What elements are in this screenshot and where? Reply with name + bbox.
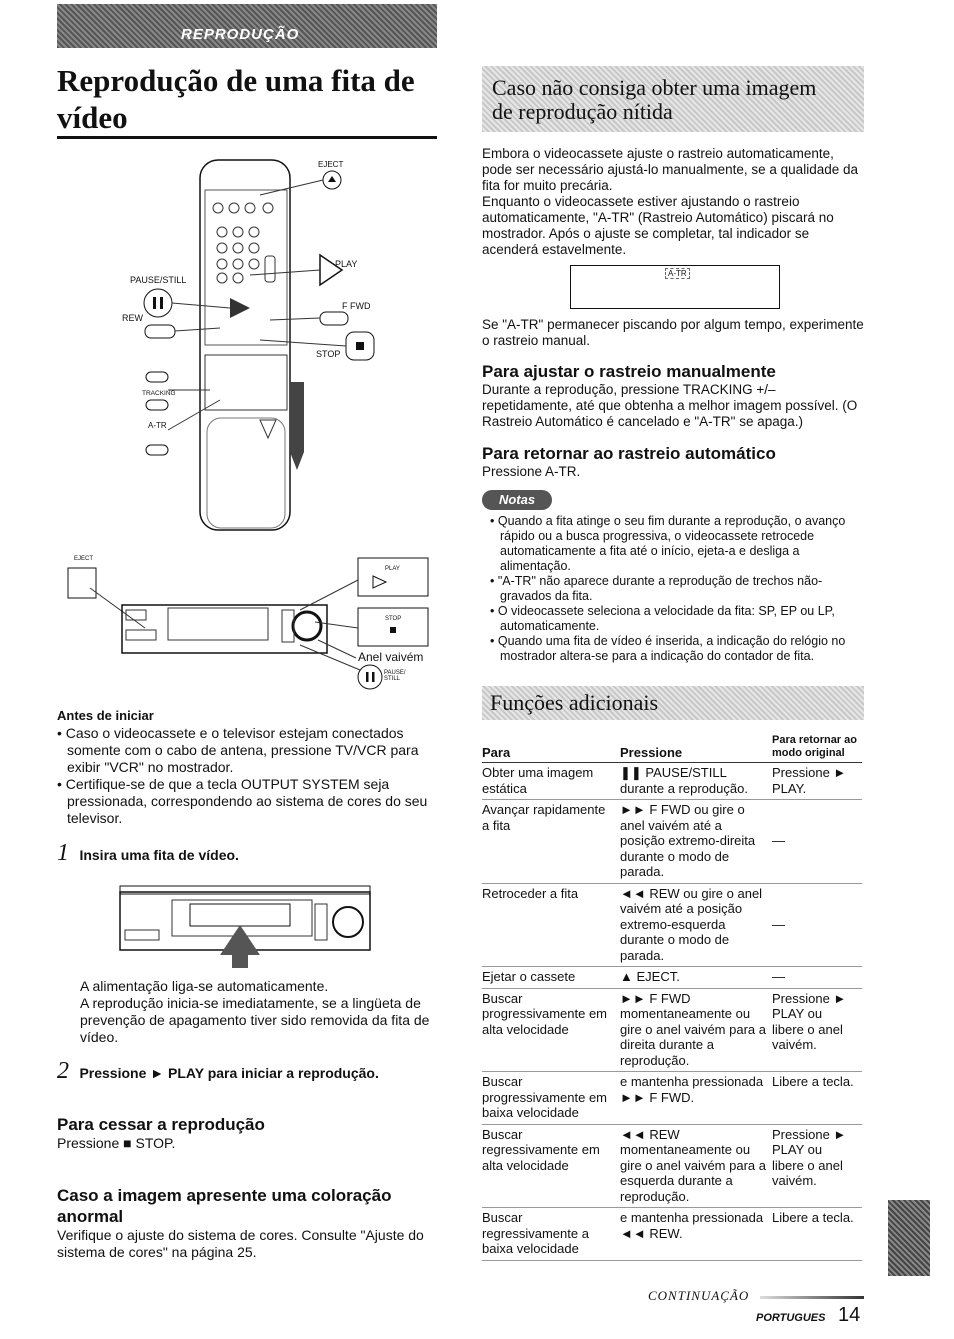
remote-label-stop: STOP xyxy=(316,349,341,359)
table-cell: ◄◄ REW momentaneamente ou gire o anel vaivém para a esquerda durante a reprodução. xyxy=(620,1124,772,1208)
notes-label: Notas xyxy=(498,492,536,507)
table-cell: Pressione ► PLAY. xyxy=(772,763,862,800)
atr-indicator: A-TR xyxy=(665,268,690,279)
sharp-image-box xyxy=(482,66,864,132)
table-cell: — xyxy=(772,883,862,967)
continued-label: CONTINUAÇÃO xyxy=(648,1288,750,1303)
page-title: Reprodução de uma fita de vídeo xyxy=(57,63,415,135)
before-item: • Caso o videocassete e o televisor estejam conectados somente com o cabo de antena, pressione TV/VCR para exibir "VCR" no mostrador. xyxy=(57,725,419,775)
manual-title: Para ajustar o rastreio manualmente xyxy=(482,362,776,381)
intro-text: Embora o videocassete ajuste o rastreio automaticamente, pode ser necessário ajustá-lo manualmente, se a qualidade da fita for muito precária. xyxy=(482,146,858,193)
table-cell: — xyxy=(772,800,862,884)
step-number: 2 xyxy=(57,1058,69,1084)
vcr-label-pause: PAUSE/ STILL xyxy=(384,670,406,682)
auto-text: Pressione A-TR. xyxy=(482,464,581,479)
vcr-front-illustration xyxy=(60,550,440,700)
vcr-label-shuttle: Anel vaivém xyxy=(358,650,424,664)
manual-text: Durante a reprodução, pressione TRACKING +/– repetidamente, até que obtenha a melhor imagem possível. (O Rastreio Automático é cancelado e "A-TR" se apaga.) xyxy=(482,382,858,429)
table-cell: ❚❚ PAUSE/STILL durante a reprodução. xyxy=(620,763,772,800)
step1-text: A alimentação liga-se automaticamente. xyxy=(80,978,329,994)
page-language: PORTUGUES xyxy=(756,1312,826,1324)
remote-illustration xyxy=(110,150,380,540)
color-text: Verifique o ajuste do sistema de cores. Consulte "Ajuste do sistema de cores" na página 25. xyxy=(57,1227,424,1260)
vcr-label-play: PLAY xyxy=(385,566,400,572)
stop-text: Pressione ■ STOP. xyxy=(57,1135,176,1151)
note-item: • Quando uma fita de vídeo é inserida, a indicação do relógio no mostrador altera-se para a indicação do contador de fita. xyxy=(490,634,846,663)
table-cell: Pressione ► PLAY ou libere o anel vaivém. xyxy=(772,1124,862,1208)
remote-label-ffwd: F FWD xyxy=(342,301,371,311)
table-cell: Buscar progressivamente em baixa velocidade xyxy=(482,1072,620,1125)
table-row xyxy=(482,988,862,1072)
table-row xyxy=(482,1208,862,1261)
table-row xyxy=(482,763,862,800)
remote-label-rew: REW xyxy=(122,313,143,323)
step-title: Insira uma fita de vídeo. xyxy=(79,847,239,863)
page-edge-tab xyxy=(888,1200,930,1276)
remote-label-play: PLAY xyxy=(335,259,358,269)
box-title: Caso não consiga obter uma imagem de reprodução nítida xyxy=(492,75,817,124)
section-header-bar xyxy=(57,4,437,48)
auto-title: Para retornar ao rastreio automático xyxy=(482,444,776,463)
table-header: Pressione xyxy=(620,732,772,763)
table-cell: ►► F FWD momentaneamente ou gire o anel vaivém para a direita durante a reprodução. xyxy=(620,988,772,1072)
table-row xyxy=(482,967,862,989)
table-cell: Obter uma imagem estática xyxy=(482,763,620,800)
notes-badge xyxy=(482,490,552,510)
table-cell: Buscar progressivamente em alta velocidade xyxy=(482,988,620,1072)
note-item: • "A-TR" não aparece durante a reprodução de trechos não-gravados da fita. xyxy=(490,574,823,603)
functions-table xyxy=(482,732,862,1261)
table-cell: Buscar regressivamente em alta velocidade xyxy=(482,1124,620,1208)
after-display-text: Se "A-TR" permanecer piscando por algum tempo, experimente o rastreio manual. xyxy=(482,317,864,348)
section-title: REPRODUÇÃO xyxy=(181,26,300,43)
table-row xyxy=(482,883,862,967)
table-cell: ◄◄ REW ou gire o anel vaivém até a posição extremo-esquerda durante o modo de parada. xyxy=(620,883,772,967)
table-cell: Pressione ► PLAY ou libere o anel vaivém. xyxy=(772,988,862,1072)
table-cell: Libere a tecla. xyxy=(772,1072,862,1125)
stop-title: Para cessar a reprodução xyxy=(57,1115,265,1134)
table-header-row xyxy=(482,732,862,763)
remote-label-eject: EJECT xyxy=(318,160,344,169)
intro-text: Enquanto o videocassete estiver ajustando o rastreio automaticamente, "A-TR" (Rastreio Automático) piscará no mostrador. Após o ajuste se completar, tal indicador se acenderá estavelmente. xyxy=(482,194,834,257)
page-number: 14 xyxy=(838,1304,861,1326)
table-header: Para xyxy=(482,732,620,763)
table-cell: Ejetar o cassete xyxy=(482,967,620,989)
table-row xyxy=(482,800,862,884)
functions-title: Funções adicionais xyxy=(490,690,659,715)
step-number: 1 xyxy=(57,840,69,866)
note-item: • O videocassete seleciona a velocidade da fita: SP, EP ou LP, automaticamente. xyxy=(490,604,835,633)
note-item: • Quando a fita atinge o seu fim durante a reprodução, o avanço rápido ou a busca progressiva, o videocassete retrocede automaticamente a fita até o início, ejeta-a e desliga a alimentação. xyxy=(490,514,846,573)
table-row xyxy=(482,1124,862,1208)
display-panel xyxy=(570,265,780,309)
functions-box xyxy=(482,686,864,720)
title-rule xyxy=(57,136,437,139)
remote-label-pause: PAUSE/STILL xyxy=(130,275,187,285)
before-item: • Certifique-se de que a tecla OUTPUT SYSTEM seja pressionada, correspondendo ao sistema de cores do seu televisor. xyxy=(57,776,428,826)
table-cell: Avançar rapidamente a fita xyxy=(482,800,620,884)
vcr-label-eject: EJECT xyxy=(74,556,94,562)
vcr-insert-illustration xyxy=(110,880,380,970)
table-cell: Libere a tecla. xyxy=(772,1208,862,1261)
step-title: Pressione ► PLAY para iniciar a reprodução. xyxy=(79,1065,379,1081)
table-cell: ►► F FWD ou gire o anel vaivém até a posição extremo-direita durante o modo de parada. xyxy=(620,800,772,884)
step1-text: A reprodução inicia-se imediatamente, se a lingüeta de prevenção de apagamento tiver sido removida da fita de vídeo. xyxy=(80,995,430,1045)
continued-rule xyxy=(760,1296,864,1299)
color-title: Caso a imagem apresente uma coloração anormal xyxy=(57,1186,392,1226)
before-title: Antes de iniciar xyxy=(57,708,154,723)
table-cell: Buscar regressivamente a baixa velocidade xyxy=(482,1208,620,1261)
table-cell: — xyxy=(772,967,862,989)
vcr-label-stop: STOP xyxy=(385,616,402,622)
table-cell: e mantenha pressionada ►► F FWD. xyxy=(620,1072,772,1125)
remote-label-atr: A-TR xyxy=(148,421,167,430)
table-cell: e mantenha pressionada ◄◄ REW. xyxy=(620,1208,772,1261)
remote-label-tracking: TRACKING xyxy=(142,390,176,397)
table-row xyxy=(482,1072,862,1125)
table-cell: Retroceder a fita xyxy=(482,883,620,967)
table-cell: ▲ EJECT. xyxy=(620,967,772,989)
table-header: Para retornar ao modo original xyxy=(772,732,862,763)
